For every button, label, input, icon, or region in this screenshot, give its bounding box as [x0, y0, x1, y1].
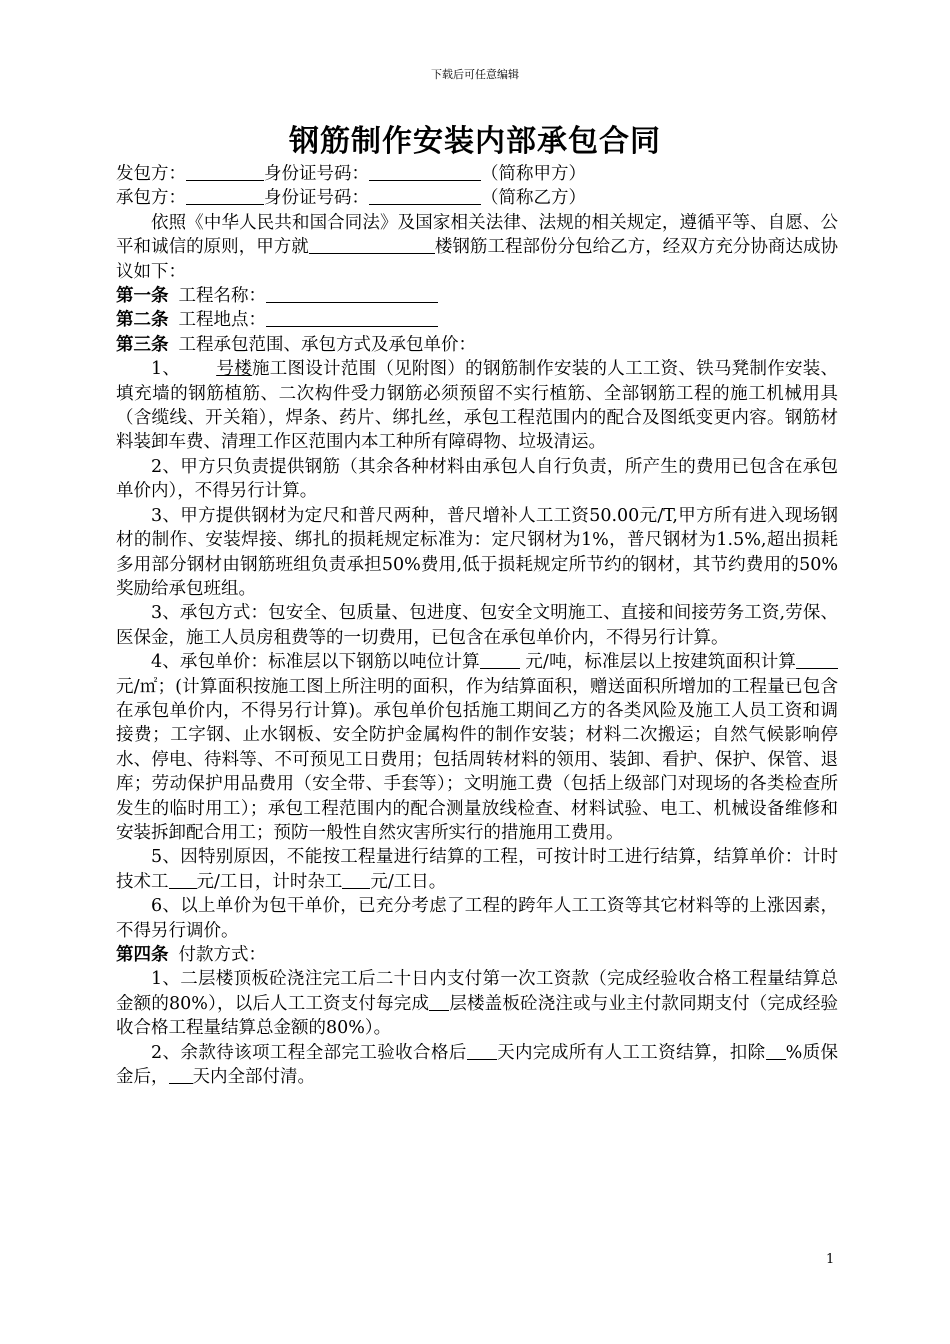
- party-b-id-blank: [369, 186, 481, 205]
- party-a-id-blank: [369, 162, 481, 181]
- clause-4-2-part2: 天内完成所有人工工资结算，扣除: [496, 1042, 766, 1063]
- party-a-line: [116, 162, 838, 186]
- area-price-blank: [796, 650, 838, 669]
- payment-days-blank: [169, 1065, 193, 1084]
- laborer-rate-blank: [342, 870, 370, 889]
- party-b-line: [116, 186, 838, 210]
- clause-4-2-part1: 2、余款待该项工程全部完工验收合格后: [151, 1042, 467, 1063]
- tonnage-price-blank: [480, 650, 520, 669]
- party-a-suffix: （简称甲方）: [481, 164, 586, 184]
- settlement-days-blank: [467, 1041, 497, 1060]
- clause-3-4-part2: 元/吨，标准层以上按建筑面积计算: [519, 652, 796, 673]
- clause-3-3-method: 3、承包方式：包安全、包质量、包进度、包安全文明施工、直接和间接劳务工资,劳保、医保金，施工人员房租费等的一切费用，已包含在承包单价内，不得另行计算。: [116, 603, 838, 648]
- clause-3-1: [116, 357, 838, 455]
- clause-3-3-material: 3、甲方提供钢材为定尺和普尺两种，普尺增补人工工资50.00元/T,甲方所有进入现场钢材的制作、安装焊接、绑扎的损耗规定标准为：定尺钢材为1%，普尺钢材为1.5%,超出损耗多用部分钢材由钢筋班组负责承担50%费用,低于损耗规定所节约的钢材，其节约费用的50%奖励给承包班组。: [116, 505, 838, 599]
- party-a-name-blank: [186, 162, 264, 181]
- floors-blank: [429, 992, 449, 1011]
- contract-body: [116, 162, 838, 1089]
- clause-3-5: [116, 845, 838, 894]
- technician-rate-blank: [169, 870, 197, 889]
- building-number-underline: [180, 359, 252, 379]
- clause-3-6: 6、以上单价为包干单价，已充分考虑了工程的跨年人工工资等其它材料等的上涨因素，不得另行调价。: [116, 896, 838, 941]
- clause-4-2-part4: 天内全部付清。: [192, 1067, 315, 1088]
- page-number: 1: [826, 1252, 835, 1267]
- clause-3-1-text: 施工图设计范围（见附图）的钢筋制作安装的人工工资、铁马凳制作安装、填充墙的钢筋植筋、二次构件受力钢筋必须预留不实行植筋、全部钢筋工程的施工机械用具（含缆线、开关箱），焊条、药片、绑扎丝，承包工程范围内的配合及图纸变更内容。钢筋材料装卸车费、清理工作区范围内本工种所有障碍物、垃圾清运。: [116, 359, 839, 453]
- article-3-label: 第三条: [116, 334, 169, 355]
- building-number-label: 号楼: [216, 359, 252, 380]
- article-4: [116, 943, 838, 967]
- intro-text-after: 楼钢筋工程部份分包给乙方，经双方充分协商达成协议如下：: [116, 237, 839, 282]
- clause-3-4-part3: 元/㎡；(计算面积按施工图上所注明的面积，作为结算面积，赠送面积所增加的工程量已包含在承包单价内，不得另行计算)。承包单价包括施工期间乙方的各类风险及施工人员工资和调接费；工字钢、止水钢板、安全防护金属构件的制作安装；材料二次搬运；自然气候影响停水、停电、待料等、不可预见工日费用；包括周转材料的领用、装卸、看护、保护、保管、退库；劳动保护用品费用（安全带、手套等）；文明施工费（包括上级部门对现场的各类检查所发生的临时用工）；承包工程范围内的配合测量放线检查、材料试验、电工、机械设备维修和安装拆卸配合用工；预防一般性自然灾害所实行的措施用工费用。: [116, 676, 838, 843]
- building-blank: [309, 235, 435, 254]
- project-location-blank: [266, 308, 438, 327]
- party-a-id-label: 身份证号码：: [264, 164, 369, 184]
- article-2: [116, 308, 838, 332]
- intro-text-before: 依照《中华人民共和国合同法》及国家相关法律、法规的相关规定，遵循平等、自愿、公平和诚信的原则，甲方就: [116, 212, 838, 258]
- article-4-label: 第四条: [116, 945, 169, 965]
- article-2-label: 第二条: [116, 310, 169, 331]
- clause-3-5-part1: 5、因特别原因，不能按工程量进行结算的工程，可按计时工进行结算，结算单价：计时技术工: [116, 847, 838, 892]
- article-4-text: 付款方式：: [178, 945, 266, 965]
- retention-percent-blank: [766, 1041, 786, 1060]
- clause-4-2-part3: %质保金后，: [116, 1042, 838, 1088]
- clause-3-4: [116, 650, 838, 845]
- document-title: 钢筋制作安装内部承包合同: [289, 124, 661, 159]
- party-b-label: 承包方：: [116, 188, 186, 209]
- intro-paragraph: [116, 211, 838, 284]
- clause-3-1-prefix: 1、: [151, 359, 181, 380]
- clause-3-5-part2: 元/工日，计时杂工: [196, 871, 343, 892]
- header-note: 下载后可任意编辑: [431, 68, 519, 81]
- clause-4-1-part2: 层楼盖板砼浇注或与业主付款同期支付（完成经验收合格工程量结算总金额的80%）。: [116, 993, 838, 1039]
- clause-4-2: [116, 1041, 838, 1090]
- party-a-label: 发包方：: [116, 164, 186, 184]
- clause-4-1: [116, 967, 838, 1040]
- party-b-name-blank: [186, 186, 264, 205]
- project-name-blank: [266, 284, 438, 303]
- party-b-suffix: （简称乙方）: [481, 188, 586, 209]
- clause-3-5-part3: 元/工日。: [370, 871, 447, 892]
- article-1-text: 工程名称：: [178, 286, 266, 307]
- party-b-id-label: 身份证号码：: [264, 188, 369, 209]
- clause-3-2: 2、甲方只负责提供钢筋（其余各种材料由承包人自行负责，所产生的费用已包含在承包单价内），不得另行计算。: [116, 456, 838, 502]
- article-2-text: 工程地点：: [178, 310, 266, 331]
- article-1: [116, 284, 838, 308]
- clause-3-4-part1: 4、承包单价：标准层以下钢筋以吨位计算: [151, 652, 480, 673]
- article-3-text: 工程承包范围、承包方式及承包单价：: [178, 334, 476, 355]
- clause-4-1-part1: 1、二层楼顶板砼浇注完工后二十日内支付第一次工资款（完成经验收合格工程量结算总金额的80%），以后人工工资支付每完成: [116, 969, 838, 1014]
- article-3: [116, 333, 838, 357]
- article-1-label: 第一条: [116, 286, 169, 307]
